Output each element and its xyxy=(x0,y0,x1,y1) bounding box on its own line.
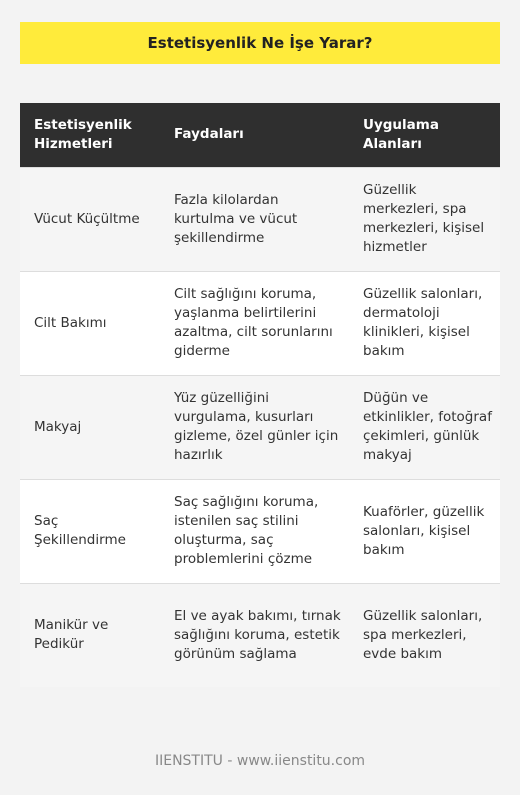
service-cell: Makyaj xyxy=(20,375,160,479)
services-table xyxy=(20,103,500,687)
benefit-cell: Yüz güzelliğini vurgulama, kusurları gizleme, özel günler için hazırlık xyxy=(160,375,349,479)
table-row xyxy=(20,375,500,479)
application-cell: Güzellik salonları, dermatoloji klinikleri, kişisel bakım xyxy=(349,271,500,375)
table-row xyxy=(20,583,500,687)
header-benefits: Faydaları xyxy=(160,103,349,167)
header-application-areas: Uygulama Alanları xyxy=(349,103,500,167)
service-cell: Vücut Küçültme xyxy=(20,167,160,271)
application-cell: Kuaförler, güzellik salonları, kişisel bakım xyxy=(349,479,500,583)
service-cell: Manikür ve Pedikür xyxy=(20,583,160,687)
page-title: Estetisyenlik Ne İşe Yarar? xyxy=(147,34,373,52)
benefit-cell: El ve ayak bakımı, tırnak sağlığını koruma, estetik görünüm sağlama xyxy=(160,583,349,687)
service-cell: Saç Şekillendirme xyxy=(20,479,160,583)
table-row xyxy=(20,271,500,375)
title-banner xyxy=(20,22,500,64)
application-cell: Düğün ve etkinlikler, fotoğraf çekimleri, günlük makyaj xyxy=(349,375,500,479)
application-cell: Güzellik merkezleri, spa merkezleri, kişisel hizmetler xyxy=(349,167,500,271)
application-cell: Güzellik salonları, spa merkezleri, evde bakım xyxy=(349,583,500,687)
table-row xyxy=(20,479,500,583)
table-header-row xyxy=(20,103,500,167)
benefit-cell: Fazla kilolardan kurtulma ve vücut şekillendirme xyxy=(160,167,349,271)
benefit-cell: Cilt sağlığını koruma, yaşlanma belirtilerini azaltma, cilt sorunlarını giderme xyxy=(160,271,349,375)
table-row xyxy=(20,167,500,271)
footer-credit: IIENSTITU - www.iienstitu.com xyxy=(154,753,366,769)
benefit-cell: Saç sağlığını koruma, istenilen saç stilini oluşturma, saç problemlerini çözme xyxy=(160,479,349,583)
service-cell: Cilt Bakımı xyxy=(20,271,160,375)
header-services: Estetisyenlik Hizmetleri xyxy=(20,103,160,167)
